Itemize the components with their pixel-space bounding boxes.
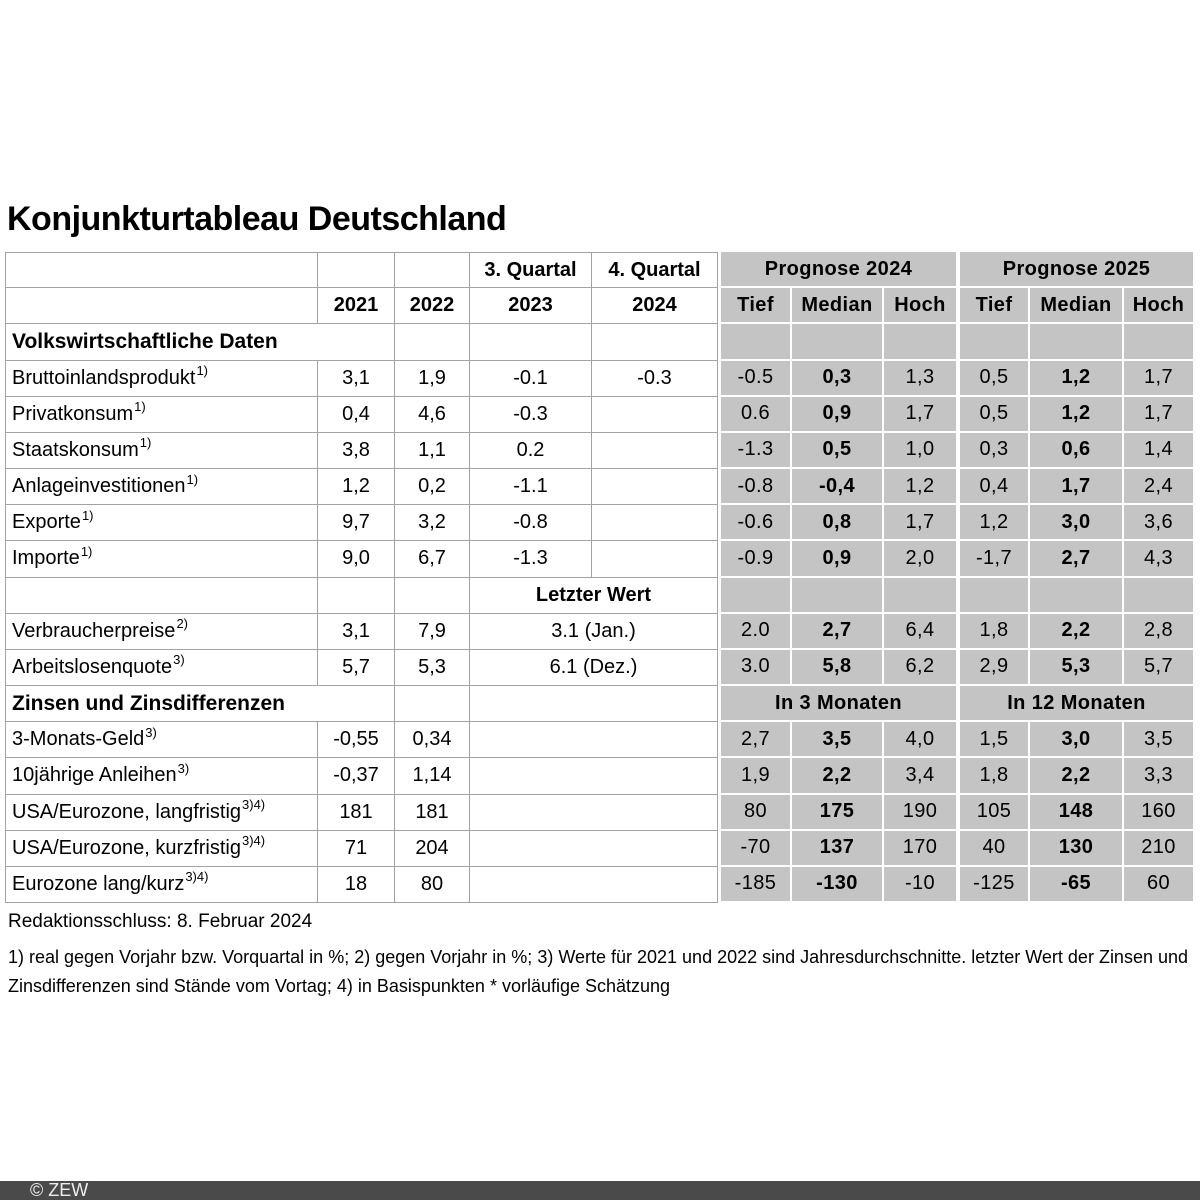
row-label-text: Verbraucherpreise bbox=[12, 619, 176, 642]
header-in-12-monaten: In 12 Monaten bbox=[958, 686, 1195, 722]
header-year-2023: 2023 bbox=[470, 288, 592, 324]
forecast-cell-2024-hoch: 4,0 bbox=[884, 722, 958, 758]
row-label-text: Importe bbox=[12, 547, 80, 570]
row-label-text: Eurozone lang/kurz bbox=[12, 872, 185, 895]
value-cell-2021: 0,4 bbox=[318, 397, 395, 433]
value-cell-2022: 1,9 bbox=[395, 361, 470, 397]
header-tief-2024: Tief bbox=[718, 288, 792, 324]
forecast-cell-2024-tief: -1.3 bbox=[718, 433, 792, 469]
forecast-cell-2025-median: 1,7 bbox=[1030, 469, 1124, 505]
header-year-2022: 2022 bbox=[395, 288, 470, 324]
forecast-cell-2024-hoch: 1,3 bbox=[884, 361, 958, 397]
forecast-cell-2025-hoch: 1,7 bbox=[1124, 397, 1195, 433]
value-cell-q4-2024 bbox=[592, 541, 718, 577]
row-label: 10jährige Anleihen $^{3)}$ bbox=[5, 758, 318, 794]
forecast-cell-2025-tief: -125 bbox=[958, 867, 1030, 903]
forecast-cell-2024-tief: 3.0 bbox=[718, 650, 792, 686]
forecast-cell-2025-tief: 0,4 bbox=[958, 469, 1030, 505]
empty-cell bbox=[470, 686, 718, 722]
row-label-text: Exporte bbox=[12, 511, 81, 534]
forecast-cell-2024-median: 0,3 bbox=[792, 361, 884, 397]
forecast-cell-2024-median: 0,9 bbox=[792, 541, 884, 577]
empty-cell bbox=[395, 686, 470, 722]
empty-cell bbox=[1124, 578, 1195, 614]
value-cell-2021: 71 bbox=[318, 831, 395, 867]
row-label: Arbeitslosenquote $^{3)}$ bbox=[5, 650, 318, 686]
forecast-cell-2025-median: 3,0 bbox=[1030, 722, 1124, 758]
forecast-cell-2025-median: -65 bbox=[1030, 867, 1124, 903]
forecast-cell-2025-median: 0,6 bbox=[1030, 433, 1124, 469]
row-label: Importe $^{1)}$ bbox=[5, 541, 318, 577]
forecast-cell-2025-hoch: 3,6 bbox=[1124, 505, 1195, 541]
last-value-cell bbox=[470, 758, 718, 794]
forecast-cell-2025-tief: 40 bbox=[958, 831, 1030, 867]
empty-cell bbox=[792, 324, 884, 360]
value-cell-2022: 1,1 bbox=[395, 433, 470, 469]
row-label-text: Bruttoinlandsprodukt bbox=[12, 366, 196, 389]
last-value-cell bbox=[470, 795, 718, 831]
forecast-cell-2025-tief: 2,9 bbox=[958, 650, 1030, 686]
header-prognose-2025: Prognose 2025 bbox=[958, 252, 1195, 288]
value-cell-2022: 0,2 bbox=[395, 469, 470, 505]
forecast-cell-2024-median: 0,8 bbox=[792, 505, 884, 541]
value-cell-q4-2024 bbox=[592, 433, 718, 469]
forecast-cell-2024-tief: 1,9 bbox=[718, 758, 792, 794]
forecast-cell-2024-median: 175 bbox=[792, 795, 884, 831]
forecast-cell-2024-median: 2,2 bbox=[792, 758, 884, 794]
header-hoch-2024: Hoch bbox=[884, 288, 958, 324]
empty-cell bbox=[792, 578, 884, 614]
empty-cell bbox=[395, 578, 470, 614]
forecast-cell-2024-tief: -70 bbox=[718, 831, 792, 867]
row-label-text: Arbeitslosenquote bbox=[12, 655, 173, 678]
empty-cell bbox=[592, 324, 718, 360]
forecast-cell-2024-hoch: 1,0 bbox=[884, 433, 958, 469]
forecast-cell-2024-hoch: 6,2 bbox=[884, 650, 958, 686]
forecast-cell-2024-hoch: 170 bbox=[884, 831, 958, 867]
forecast-cell-2025-hoch: 2,4 bbox=[1124, 469, 1195, 505]
forecast-cell-2025-tief: 0,5 bbox=[958, 361, 1030, 397]
forecast-cell-2025-hoch: 3,5 bbox=[1124, 722, 1195, 758]
footnotes-text: 1) real gegen Vorjahr bzw. Vorquartal in %; 2) gegen Vorjahr in %; 3) Werte für 2021 und 2022 sind Jahresdurchschnitte. letzter Wert der Zinsen und Zinsdifferenzen sind Stände vom Vortag; 4) in Basispunkten * vorläufige Schätzung bbox=[8, 947, 1189, 996]
row-label: Eurozone lang/kurz $^{3)4)}$ bbox=[5, 867, 318, 903]
empty-cell bbox=[718, 324, 792, 360]
forecast-cell-2025-median: 2,2 bbox=[1030, 614, 1124, 650]
forecast-cell-2024-hoch: 190 bbox=[884, 795, 958, 831]
value-cell-q3-2023: 0.2 bbox=[470, 433, 592, 469]
forecast-cell-2025-tief: 0,5 bbox=[958, 397, 1030, 433]
forecast-cell-2024-median: 0,5 bbox=[792, 433, 884, 469]
forecast-cell-2024-tief: 2,7 bbox=[718, 722, 792, 758]
forecast-cell-2024-median: 137 bbox=[792, 831, 884, 867]
empty-cell bbox=[395, 324, 470, 360]
header-hoch-2025: Hoch bbox=[1124, 288, 1195, 324]
forecast-cell-2024-tief: -0.8 bbox=[718, 469, 792, 505]
value-cell-q4-2024 bbox=[592, 397, 718, 433]
value-cell-2021: 5,7 bbox=[318, 650, 395, 686]
value-cell-2022: 4,6 bbox=[395, 397, 470, 433]
row-label bbox=[5, 324, 395, 360]
row-label bbox=[5, 686, 395, 722]
value-cell-2021: 9,0 bbox=[318, 541, 395, 577]
last-value-cell: 6.1 (Dez.) bbox=[470, 650, 718, 686]
value-cell-q3-2023: -0.1 bbox=[470, 361, 592, 397]
forecast-cell-2024-median: 5,8 bbox=[792, 650, 884, 686]
header-year-2024: 2024 bbox=[592, 288, 718, 324]
header-year-2021: 2021 bbox=[318, 288, 395, 324]
row-label-text: 10jährige Anleihen bbox=[12, 764, 177, 787]
forecast-cell-2024-median: 2,7 bbox=[792, 614, 884, 650]
forecast-cell-2024-hoch: 1,7 bbox=[884, 505, 958, 541]
empty-cell bbox=[1124, 324, 1195, 360]
editorial-deadline: Redaktionsschluss: 8. Februar 2024 bbox=[8, 911, 313, 932]
copyright-text: © ZEW bbox=[30, 1180, 89, 1200]
value-cell-q4-2024 bbox=[592, 505, 718, 541]
row-label: USA/Eurozone, kurzfristig $^{3)4)}$ bbox=[5, 831, 318, 867]
forecast-cell-2024-tief: 80 bbox=[718, 795, 792, 831]
header-quartal-3: 3. Quartal bbox=[470, 252, 592, 288]
forecast-cell-2024-median: 0,9 bbox=[792, 397, 884, 433]
page-title: Konjunkturtableau Deutschland bbox=[7, 200, 507, 238]
value-cell-q4-2024 bbox=[592, 469, 718, 505]
row-label: USA/Eurozone, langfristig $^{3)4)}$ bbox=[5, 795, 318, 831]
header-median-2025: Median bbox=[1030, 288, 1124, 324]
forecast-cell-2024-median: -130 bbox=[792, 867, 884, 903]
value-cell-2022: 6,7 bbox=[395, 541, 470, 577]
forecast-cell-2025-tief: 1,8 bbox=[958, 614, 1030, 650]
row-label-text: 3-Monats-Geld bbox=[12, 728, 145, 751]
forecast-cell-2024-tief: -0.9 bbox=[718, 541, 792, 577]
forecast-cell-2024-tief: -185 bbox=[718, 867, 792, 903]
empty-cell bbox=[5, 288, 318, 324]
header-tief-2025: Tief bbox=[958, 288, 1030, 324]
last-value-cell bbox=[470, 831, 718, 867]
forecast-cell-2025-hoch: 60 bbox=[1124, 867, 1195, 903]
forecast-cell-2025-median: 5,3 bbox=[1030, 650, 1124, 686]
row-label-text: Anlageinvestitionen bbox=[12, 475, 186, 498]
value-cell-2021: 9,7 bbox=[318, 505, 395, 541]
value-cell-2022: 3,2 bbox=[395, 505, 470, 541]
forecast-cell-2025-hoch: 1,7 bbox=[1124, 361, 1195, 397]
header-in-3-monaten: In 3 Monaten bbox=[718, 686, 958, 722]
empty-cell bbox=[395, 252, 470, 288]
konjunktur-table bbox=[5, 252, 1195, 903]
forecast-cell-2024-tief: 0.6 bbox=[718, 397, 792, 433]
forecast-cell-2025-hoch: 210 bbox=[1124, 831, 1195, 867]
forecast-cell-2025-hoch: 160 bbox=[1124, 795, 1195, 831]
header-prognose-2024: Prognose 2024 bbox=[718, 252, 958, 288]
forecast-cell-2024-hoch: 1,2 bbox=[884, 469, 958, 505]
row-label-text: Volkswirtschaftliche Daten bbox=[12, 329, 278, 353]
forecast-cell-2025-hoch: 2,8 bbox=[1124, 614, 1195, 650]
value-cell-q4-2024: -0.3 bbox=[592, 361, 718, 397]
value-cell-2021: 181 bbox=[318, 795, 395, 831]
value-cell-2022: 7,9 bbox=[395, 614, 470, 650]
header-quartal-4: 4. Quartal bbox=[592, 252, 718, 288]
forecast-cell-2024-tief: 2.0 bbox=[718, 614, 792, 650]
value-cell-2021: 3,1 bbox=[318, 361, 395, 397]
row-label: Staatskonsum $^{1)}$ bbox=[5, 433, 318, 469]
forecast-cell-2024-hoch: 6,4 bbox=[884, 614, 958, 650]
forecast-cell-2024-median: 3,5 bbox=[792, 722, 884, 758]
row-label-text: USA/Eurozone, langfristig bbox=[12, 800, 242, 823]
value-cell-q3-2023: -1.3 bbox=[470, 541, 592, 577]
forecast-cell-2024-hoch: 1,7 bbox=[884, 397, 958, 433]
row-label-text: Staatskonsum bbox=[12, 438, 139, 461]
empty-cell bbox=[470, 324, 592, 360]
forecast-cell-2025-median: 3,0 bbox=[1030, 505, 1124, 541]
value-cell-2021: 18 bbox=[318, 867, 395, 903]
copyright-bar bbox=[0, 1181, 1200, 1200]
value-cell-2022: 5,3 bbox=[395, 650, 470, 686]
empty-cell bbox=[958, 578, 1030, 614]
forecast-cell-2025-tief: -1,7 bbox=[958, 541, 1030, 577]
empty-cell bbox=[884, 324, 958, 360]
value-cell-2022: 0,34 bbox=[395, 722, 470, 758]
forecast-cell-2024-hoch: 2,0 bbox=[884, 541, 958, 577]
forecast-cell-2025-median: 148 bbox=[1030, 795, 1124, 831]
value-cell-2022: 181 bbox=[395, 795, 470, 831]
value-cell-2022: 1,14 bbox=[395, 758, 470, 794]
empty-cell bbox=[318, 252, 395, 288]
empty-cell bbox=[5, 578, 318, 614]
forecast-cell-2024-tief: -0.5 bbox=[718, 361, 792, 397]
value-cell-2021: 3,8 bbox=[318, 433, 395, 469]
forecast-cell-2024-hoch: -10 bbox=[884, 867, 958, 903]
empty-cell bbox=[5, 252, 318, 288]
forecast-cell-2025-median: 2,7 bbox=[1030, 541, 1124, 577]
forecast-cell-2025-hoch: 1,4 bbox=[1124, 433, 1195, 469]
row-label: Bruttoinlandsprodukt $^{1)}$ bbox=[5, 361, 318, 397]
empty-cell bbox=[1030, 578, 1124, 614]
forecast-cell-2025-tief: 0,3 bbox=[958, 433, 1030, 469]
forecast-cell-2024-hoch: 3,4 bbox=[884, 758, 958, 794]
value-cell-q3-2023: -0.3 bbox=[470, 397, 592, 433]
value-cell-2021: 1,2 bbox=[318, 469, 395, 505]
row-label-text: Privatkonsum bbox=[12, 402, 134, 425]
row-label-text: USA/Eurozone, kurzfristig bbox=[12, 836, 241, 859]
forecast-cell-2025-median: 1,2 bbox=[1030, 361, 1124, 397]
forecast-cell-2025-median: 1,2 bbox=[1030, 397, 1124, 433]
forecast-cell-2025-tief: 1,8 bbox=[958, 758, 1030, 794]
value-cell-q3-2023: -0.8 bbox=[470, 505, 592, 541]
forecast-cell-2025-tief: 1,2 bbox=[958, 505, 1030, 541]
empty-cell bbox=[718, 578, 792, 614]
row-label: Exporte $^{1)}$ bbox=[5, 505, 318, 541]
row-label: Anlageinvestitionen $^{1)}$ bbox=[5, 469, 318, 505]
value-cell-2021: -0,37 bbox=[318, 758, 395, 794]
forecast-cell-2025-hoch: 3,3 bbox=[1124, 758, 1195, 794]
row-label: Privatkonsum $^{1)}$ bbox=[5, 397, 318, 433]
forecast-cell-2025-hoch: 5,7 bbox=[1124, 650, 1195, 686]
forecast-cell-2025-tief: 105 bbox=[958, 795, 1030, 831]
forecast-cell-2025-median: 2,2 bbox=[1030, 758, 1124, 794]
row-label-text: Zinsen und Zinsdifferenzen bbox=[12, 691, 286, 715]
forecast-cell-2025-tief: 1,5 bbox=[958, 722, 1030, 758]
empty-cell bbox=[318, 578, 395, 614]
value-cell-q3-2023: -1.1 bbox=[470, 469, 592, 505]
row-label: 3-Monats-Geld $^{3)}$ bbox=[5, 722, 318, 758]
forecast-cell-2024-median: -0,4 bbox=[792, 469, 884, 505]
last-value-cell bbox=[470, 722, 718, 758]
forecast-cell-2025-median: 130 bbox=[1030, 831, 1124, 867]
row-label: Verbraucherpreise $^{2)}$ bbox=[5, 614, 318, 650]
value-cell-2021: -0,55 bbox=[318, 722, 395, 758]
forecast-cell-2024-tief: -0.6 bbox=[718, 505, 792, 541]
header-median-2024: Median bbox=[792, 288, 884, 324]
last-value-cell: 3.1 (Jan.) bbox=[470, 614, 718, 650]
empty-cell bbox=[958, 324, 1030, 360]
value-cell-2022: 80 bbox=[395, 867, 470, 903]
forecast-cell-2025-hoch: 4,3 bbox=[1124, 541, 1195, 577]
empty-cell bbox=[1030, 324, 1124, 360]
subheader-letzter-wert: Letzter Wert bbox=[470, 578, 718, 614]
empty-cell bbox=[884, 578, 958, 614]
last-value-cell bbox=[470, 867, 718, 903]
value-cell-2021: 3,1 bbox=[318, 614, 395, 650]
value-cell-2022: 204 bbox=[395, 831, 470, 867]
